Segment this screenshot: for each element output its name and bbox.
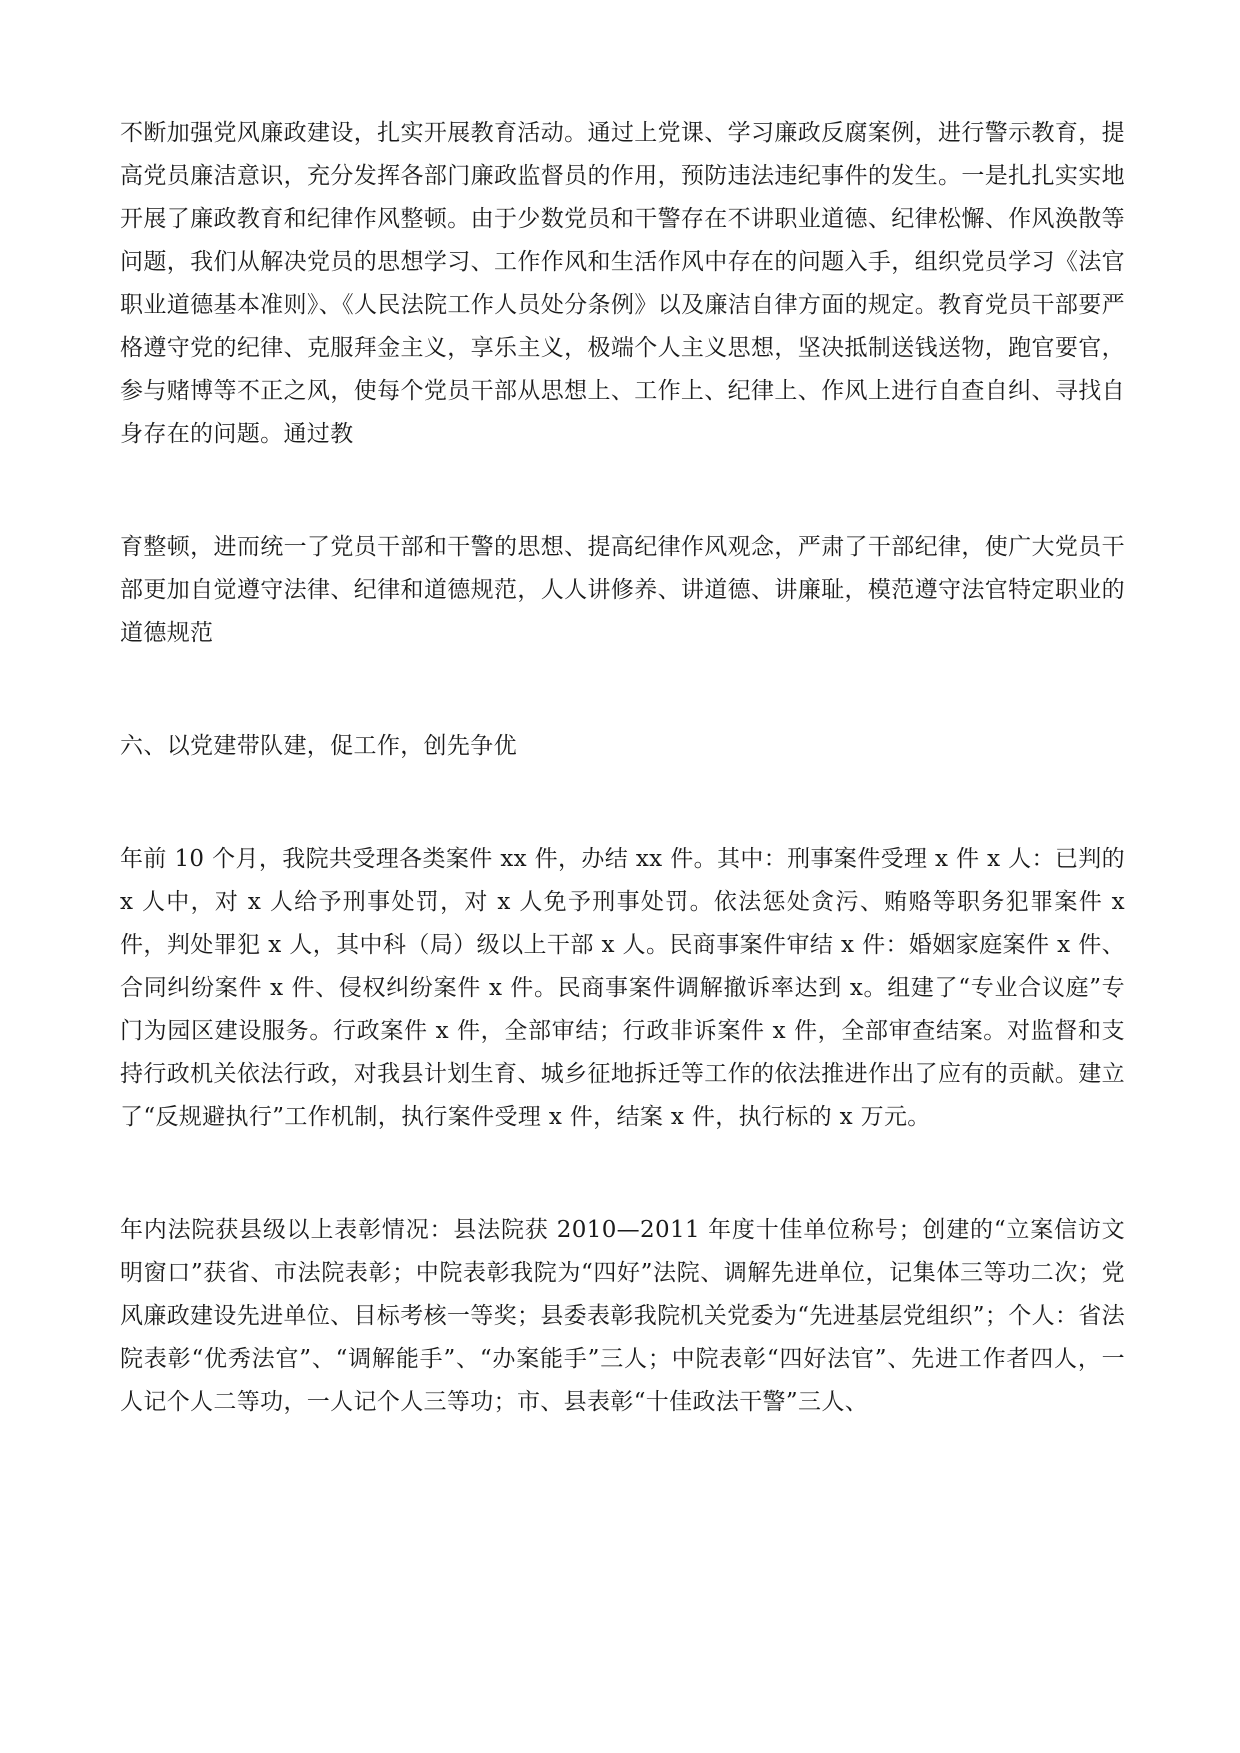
paragraph-rectification-result: 育整顿，进而统一了党员干部和干警的思想、提高纪律作风观念，严肃了干部纪律，使广大党员干部更加自觉遵守法律、纪律和道德规范，人人讲修养、讲道德、讲廉耻，模范遵守法官特定职业的道德规范 [120, 534, 1125, 646]
paragraph-commendations: 年内法院获县级以上表彰情况：县法院获 2010—2011 年度十佳单位称号；创建的“立案信访文明窗口”获省、市法院表彰；中院表彰我院为“四好”法院、调解先进单位，记集体三等功二次；党风廉政建设先进单位、目标考核一等奖；县委表彰我院机关党委为“先进基层党组织”；个人：省法院表彰“优秀法官”、“调解能手”、“办案能手”三人；中院表彰“四好法官”、先进工作者四人，一人记个人二等功，一人记个人三等功；市、县表彰“十佳政法干警”三人、 [120, 1217, 1125, 1415]
paragraph-case-statistics: 年前 10 个月，我院共受理各类案件 xx 件，办结 xx 件。其中：刑事案件受理 x 件 x 人：已判的 x 人中，对 x 人给予刑事处罚，对 x 人免予刑事处罚。依法惩处贪污、贿赂等职务犯罪案件 x 件，判处罪犯 x 人，其中科（局）级以上干部 x 人。民商事案件审结 x 件：婚姻家庭案件 x 件、合同纠纷案件 x 件、侵权纠纷案件 x 件。民商事案件调解撤诉率达到 x。组建了“专业合议庭”专门为园区建设服务。行政案件 x 件，全部审结；行政非诉案件 x 件，全部审查结案。对监督和支持行政机关依法行政，对我县计划生育、城乡征地拆迁等工作的依法推进作出了应有的贡献。建立了“反规避执行”工作机制，执行案件受理 x 件，结案 x 件，执行标的 x 万元。 [120, 846, 1125, 1130]
document-body [120, 112, 1125, 1424]
paragraph-discipline-education: 不断加强党风廉政建设，扎实开展教育活动。通过上党课、学习廉政反腐案例，进行警示教育，提高党员廉洁意识，充分发挥各部门廉政监督员的作用，预防违法违纪事件的发生。一是扎扎实实地开展了廉政教育和纪律作风整顿。由于少数党员和干警存在不讲职业道德、纪律松懈、作风涣散等问题，我们从解决党员的思想学习、工作作风和生活作风中存在的问题入手，组织党员学习《法官职业道德基本准则》、《人民法院工作人员处分条例》以及廉洁自律方面的规定。教育党员干部要严格遵守党的纪律、克服拜金主义，享乐主义，极端个人主义思想，坚决抵制送钱送物，跑官要官，参与赌博等不正之风，使每个党员干部从思想上、工作上、纪律上、作风上进行自查自纠、寻找自身存在的问题。通过教 [120, 120, 1125, 447]
section-heading-six: 六、以党建带队建，促工作，创先争优 [120, 733, 517, 759]
